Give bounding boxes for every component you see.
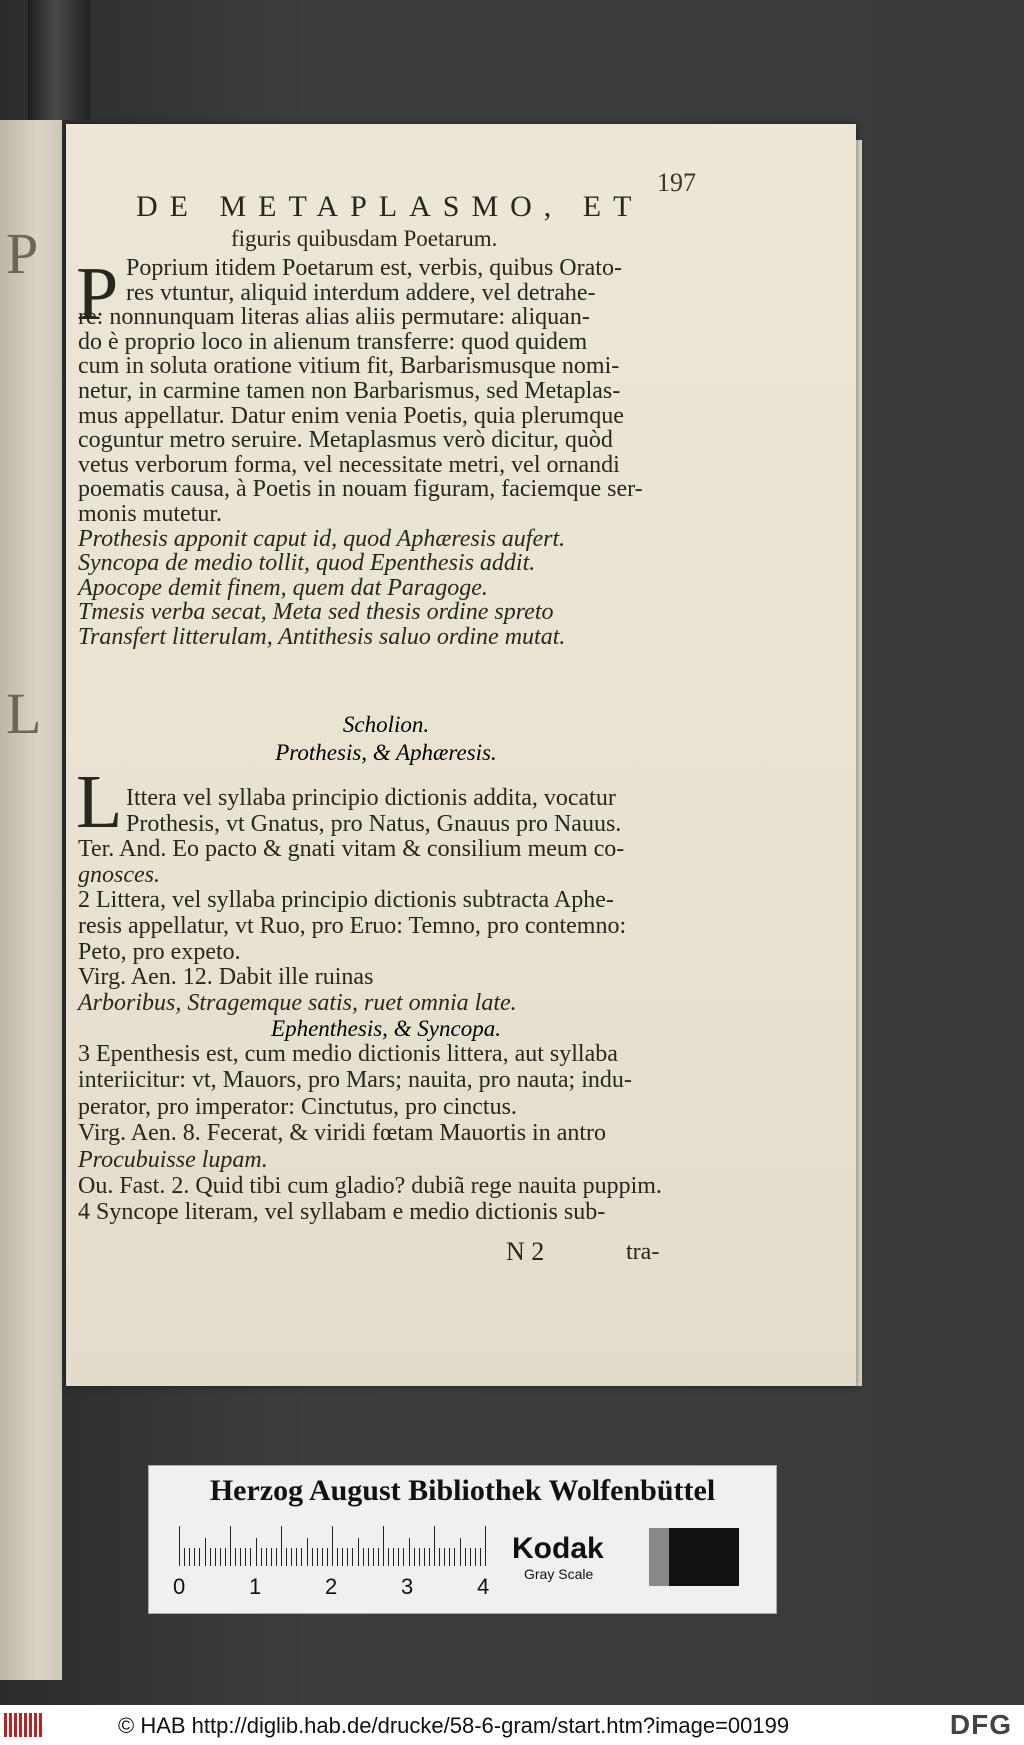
- ruler-tick: [378, 1548, 379, 1566]
- text-line: Apocope demit finem, quem dat Paragoge.: [78, 574, 488, 601]
- ruler-tick: [199, 1548, 200, 1566]
- ruler-tick: [245, 1548, 246, 1566]
- scholion-label: Scholion.: [342, 712, 430, 737]
- text-line: netur, in carmine tamen non Barbarismus, sed Metaplas-: [78, 378, 621, 404]
- ruler-tick: [352, 1548, 353, 1566]
- page-edge: [856, 140, 862, 1386]
- ruler-tick: [189, 1548, 190, 1566]
- ruler-tick: [332, 1526, 333, 1566]
- text-line: perator, pro imperator: Cinctutus, pro cinctus.: [78, 1093, 517, 1120]
- ruler-tick: [454, 1548, 455, 1566]
- ruler-tick: [414, 1548, 415, 1566]
- text-line: interiicitur: vt, Mauors, pro Mars; nauita, pro nauta; indu-: [78, 1067, 632, 1094]
- ruler-tick: [475, 1548, 476, 1566]
- facing-page-fragment: [0, 120, 62, 1680]
- ruler-tick: [327, 1548, 328, 1566]
- text-line: Syncopa de medio tollit, quod Epenthesis addit.: [78, 550, 536, 577]
- ruler-tick: [383, 1526, 384, 1566]
- ruler-tick: [210, 1548, 211, 1566]
- text-line: vetus verborum forma, vel necessitate metri, vel ornandi: [78, 451, 620, 478]
- ruler-tick: [281, 1526, 282, 1566]
- footer-bar: [0, 1705, 1024, 1745]
- text-line: coguntur metro seruire. Metaplasmus verò dicitur, quòd: [78, 427, 613, 454]
- ruler-tick: [256, 1538, 257, 1566]
- text-line: Prothesis apponit caput id, quod Aphæresis aufert.: [78, 525, 566, 552]
- ruler-tick: [368, 1548, 369, 1566]
- text-line: mus appellatur. Datur enim venia Poetis, quia plerumque: [78, 402, 624, 429]
- ruler-tick: [266, 1548, 267, 1566]
- ruler-tick: [434, 1526, 435, 1566]
- ruler-label: 0: [173, 1574, 186, 1599]
- ruler-tick: [235, 1548, 236, 1566]
- page-number: 197: [657, 168, 696, 197]
- ruler-tick: [261, 1548, 262, 1566]
- ruler-tick: [342, 1548, 343, 1566]
- color-calibration-card: [148, 1465, 777, 1614]
- ruler-tick: [194, 1548, 195, 1566]
- ruler-tick: [465, 1548, 466, 1566]
- ruler-tick: [358, 1538, 359, 1566]
- ruler-tick: [439, 1548, 440, 1566]
- text-line: Ittera vel syllaba principio dictionis addita, vocatur: [126, 785, 616, 811]
- ruler-tick: [485, 1526, 486, 1566]
- text-line: resis appellatur, vt Ruo, pro Eruo: Temno, pro contemno:: [78, 913, 627, 939]
- ruler-tick: [250, 1548, 251, 1566]
- ruler-tick: [301, 1548, 302, 1566]
- ruler-tick: [276, 1548, 277, 1566]
- chapter-subheading: figuris quibusdam Poetarum.: [231, 226, 498, 251]
- text-line: monis mutetur.: [78, 501, 222, 527]
- text-line: res vtuntur, aliquid interdum addere, vel detrahe-: [126, 279, 596, 306]
- text-line: Tmesis verba secat, Meta sed thesis ordine spreto: [78, 599, 554, 626]
- text-line: Prothesis, vt Gnatus, pro Natus, Gnauus pro Nauus.: [126, 810, 622, 837]
- text-line: poematis causa, à Poetis in nouam figuram, faciemque ser-: [78, 476, 643, 503]
- library-name: Herzog August Bibliothek Wolfenbüttel: [209, 1474, 716, 1507]
- ruler-label: 1: [249, 1574, 262, 1599]
- text-line: gnosces.: [78, 861, 160, 888]
- text-line: do è proprio loco in alienum transferre: quod quidem: [78, 328, 588, 355]
- text-line: 3 Epenthesis est, cum medio dictionis littera, aut syllaba: [78, 1041, 618, 1067]
- ruler-tick: [215, 1548, 216, 1566]
- ruler-tick: [363, 1548, 364, 1566]
- ruler-tick: [403, 1548, 404, 1566]
- ruler-tick: [184, 1548, 185, 1566]
- chapter-heading: DE METAPLASMO, ET: [136, 190, 644, 223]
- ruler-tick: [409, 1538, 410, 1566]
- ruler-tick: [460, 1538, 461, 1566]
- catchword: tra-: [626, 1239, 660, 1265]
- text-line: re: nonnunquam literas alias aliis permutare: aliquan-: [78, 304, 590, 331]
- ruler-tick: [317, 1548, 318, 1566]
- text-line: Ou. Fast. 2. Quid tibi cum gladio? dubiã rege nauita puppim.: [78, 1173, 662, 1199]
- text-line: Transfert litterulam, Antithesis saluo ordine mutat.: [78, 624, 566, 650]
- ruler-tick: [240, 1548, 241, 1566]
- facing-page-initial: P: [6, 221, 39, 286]
- ruler-tick: [444, 1548, 445, 1566]
- footer-link[interactable]: © HAB http://diglib.hab.de/drucke/58-6-gram/start.htm?image=00199: [118, 1713, 790, 1738]
- text-line: Ter. And. Eo pacto & gnati vitam & consilium meum co-: [78, 836, 625, 863]
- ruler-tick: [393, 1548, 394, 1566]
- text-line: Arboribus, Stragemque satis, ruet omnia late.: [78, 989, 517, 1016]
- text-line: Virg. Aen. 12. Dabit ille ruinas: [78, 964, 374, 991]
- black-swatch: [669, 1528, 739, 1586]
- facing-page-initial: L: [6, 681, 42, 746]
- ruler-tick: [419, 1548, 420, 1566]
- gray-scale-label: Gray Scale: [524, 1566, 594, 1582]
- ruler-tick: [480, 1548, 481, 1566]
- ruler-tick: [388, 1548, 389, 1566]
- ruler-tick: [286, 1548, 287, 1566]
- ruler-tick: [205, 1538, 206, 1566]
- ruler-label: 2: [325, 1574, 338, 1599]
- ruler-tick: [373, 1548, 374, 1566]
- ruler-tick: [322, 1548, 323, 1566]
- book-spine: [28, 0, 90, 120]
- dfg-logo: DFG: [949, 1709, 1012, 1740]
- drop-cap: L: [76, 760, 123, 844]
- ruler-tick: [296, 1548, 297, 1566]
- text-line: Virg. Aen. 8. Fecerat, & viridi fœtam Mauortis in antro: [78, 1120, 607, 1147]
- signature-mark: N 2: [506, 1237, 545, 1266]
- text-line: cum in soluta oratione vitium fit, Barbarismusque nomi-: [78, 353, 620, 380]
- ruler-label: 4: [477, 1574, 490, 1599]
- section-heading-prothesis: Prothesis, & Aphæresis.: [275, 740, 497, 765]
- text-line: Procubuisse lupam.: [78, 1146, 268, 1173]
- ruler-tick: [337, 1548, 338, 1566]
- text-line: Poprium itidem Poetarum est, verbis, quibus Orato-: [126, 255, 622, 281]
- ruler-tick: [312, 1548, 313, 1566]
- gray-swatch: [649, 1528, 669, 1586]
- section-heading-epenthesis: Ephenthesis, & Syncopa.: [271, 1016, 501, 1041]
- ruler-tick: [307, 1538, 308, 1566]
- ruler-tick: [225, 1548, 226, 1566]
- ruler-tick: [398, 1548, 399, 1566]
- book-page: [66, 124, 856, 1386]
- ruler-label: 3: [401, 1574, 414, 1599]
- ruler-tick: [429, 1548, 430, 1566]
- ruler-tick: [220, 1548, 221, 1566]
- text-line: 4 Syncope literam, vel syllabam e medio dictionis sub-: [78, 1199, 606, 1226]
- text-line: Peto, pro expeto.: [78, 938, 241, 965]
- ruler-tick: [271, 1548, 272, 1566]
- ruler-tick: [347, 1548, 348, 1566]
- kodak-logo: Kodak: [512, 1532, 604, 1565]
- ruler-tick: [424, 1548, 425, 1566]
- barcode-icon: [4, 1713, 44, 1737]
- ruler-tick: [470, 1548, 471, 1566]
- ruler-tick: [449, 1548, 450, 1566]
- ruler-tick: [230, 1526, 231, 1566]
- text-line: 2 Littera, vel syllaba principio dictionis subtracta Aphe-: [78, 887, 614, 914]
- ruler-tick: [291, 1548, 292, 1566]
- ruler-tick: [179, 1526, 180, 1566]
- drop-cap: P: [76, 252, 119, 336]
